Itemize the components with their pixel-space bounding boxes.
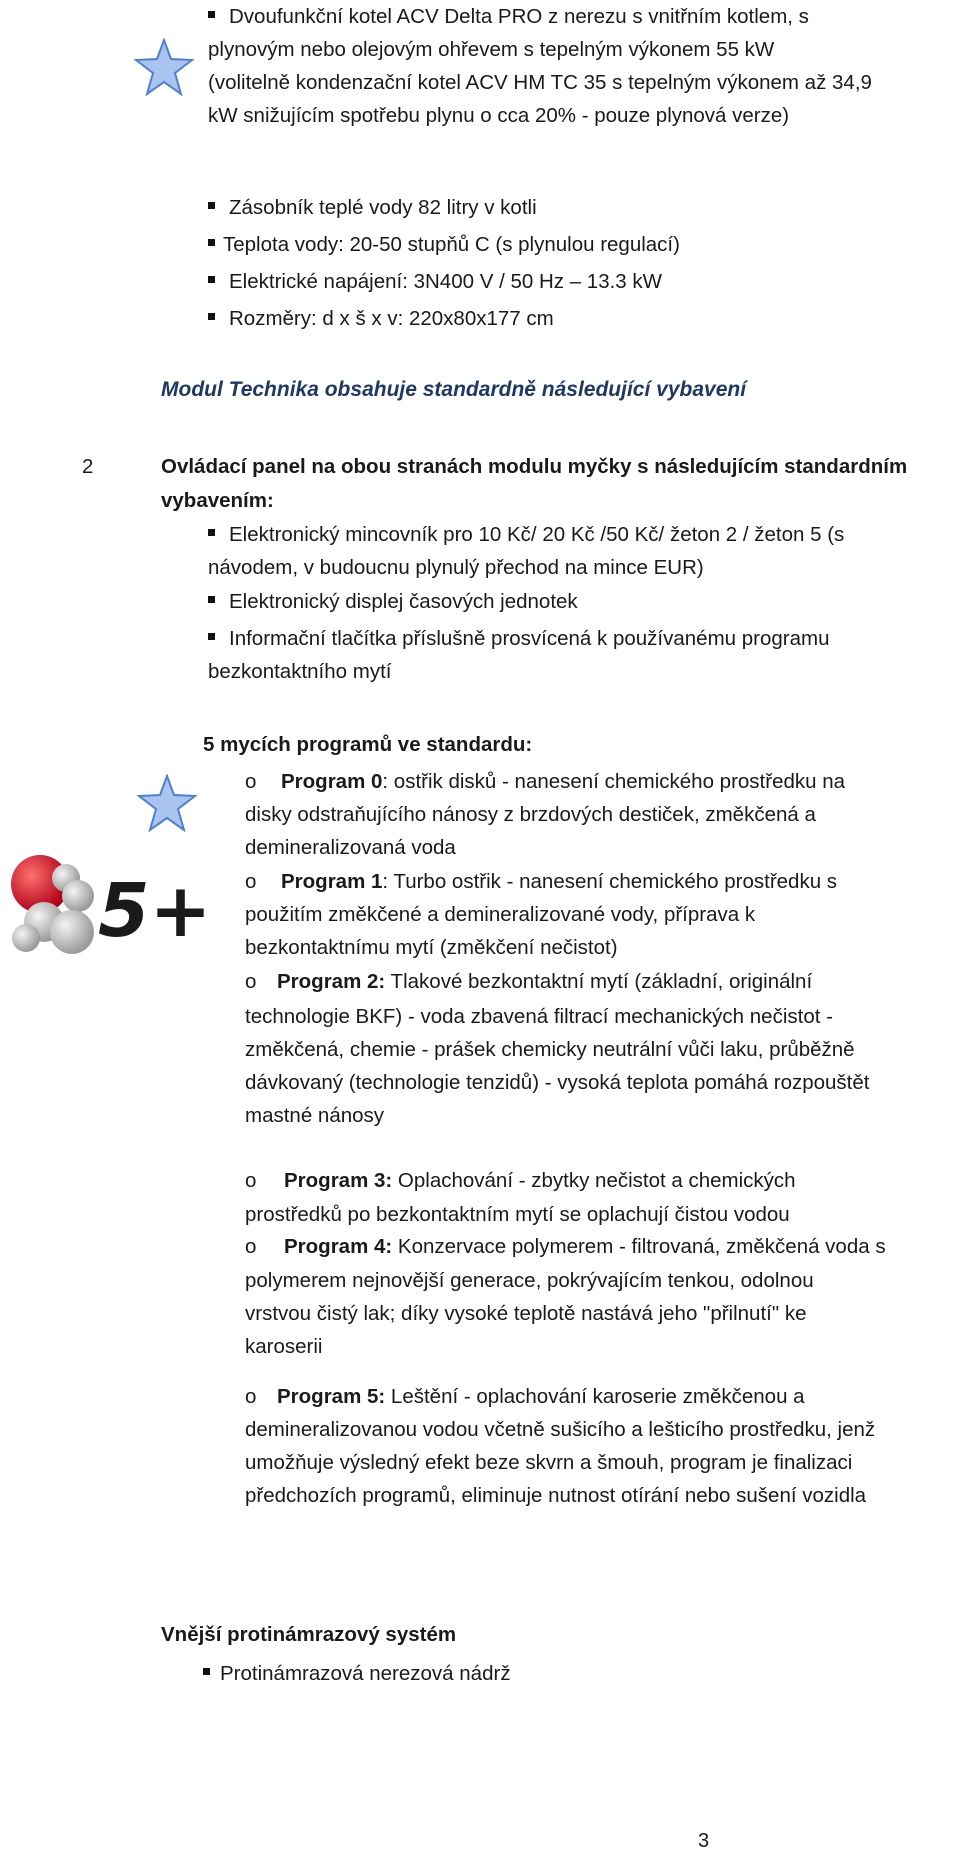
o-bullet: o (245, 1169, 257, 1192)
program-2-line: dávkovaný (technologie tenzidů) - vysoká teplota pomáhá rozpouštět (245, 1071, 870, 1094)
frost-item: Protinámrazová nerezová nádrž (203, 1657, 511, 1690)
bullet-icon (208, 529, 215, 536)
panel-item-coins: Elektronický mincovník pro 10 Kč/ 20 Kč /50 Kč/ žeton 2 / žeton 5 (s (208, 518, 844, 551)
program-2-line: mastné nánosy (245, 1104, 385, 1127)
logo-text: 5+ (98, 868, 212, 954)
program-1-line: použitím změkčené a demineralizované vody, příprava k (245, 903, 756, 926)
program-4: o Program 4: Konzervace polymerem - filtrovaná, změkčená voda s (245, 1230, 886, 1263)
boiler-line-1: Dvoufunkční kotel ACV Delta PRO z nerezu s vnitřním kotlem, s (208, 0, 809, 33)
bullet-icon (208, 202, 215, 209)
spec-item: Elektrické napájení: 3N400 V / 50 Hz – 13.3 kW (208, 265, 662, 298)
program-4-line: vrstvou čistý lak; díky vysoké teplotě nastává jeho "přilnutí" ke (245, 1302, 807, 1325)
star-icon (136, 774, 198, 832)
program-4-line: polymerem nejnovější generace, pokrývajícím tenkou, odolnou (245, 1269, 814, 1292)
panel-item-buttons-cont: bezkontaktního mytí (208, 660, 392, 683)
bullet-icon (203, 1668, 210, 1675)
program-5-line: demineralizovanou vodou včetně sušicího a lešticího prostředku, jenž (245, 1418, 876, 1441)
bullet-icon (208, 276, 215, 283)
program-5-line: předchozích programů, eliminuje nutnost otírání nebo sušení vozidla (245, 1484, 867, 1507)
program-1-line: bezkontaktnímu mytí (změkčení nečistot) (245, 936, 618, 959)
frost-heading: Vnější protinámrazový systém (161, 1623, 457, 1646)
program-0: o Program 0: ostřik disků - nanesení chemického prostředku na (245, 765, 845, 798)
boiler-line-2: plynovým nebo olejovým ohřevem s tepelným výkonem 55 kW (208, 38, 775, 61)
panel-item-display: Elektronický displej časových jednotek (208, 585, 578, 618)
spec-item: Rozměry: d x š x v: 220x80x177 cm (208, 302, 554, 335)
section-title-line-2: vybavením: (161, 489, 274, 512)
program-3-line: prostředků po bezkontaktním mytí se oplachují čistou vodou (245, 1203, 790, 1226)
panel-item-coins-cont: návodem, v budoucnu plynulý přechod na mince EUR) (208, 556, 704, 579)
spec-item: Teplota vody: 20-50 stupňů C (s plynulou regulací) (208, 228, 680, 261)
program-5-line: umožňuje výsledný efekt beze skvrn a šmouh, program je finalizaci (245, 1451, 853, 1474)
star-icon (134, 38, 194, 96)
bullet-icon (208, 239, 215, 246)
panel-item-buttons: Informační tlačítka příslušně prosvícená k používanému programu (208, 622, 830, 655)
program-0-line: disky odstraňujícího nánosy z brzdových destiček, změkčená a (245, 803, 816, 826)
boiler-line-3: (volitelně kondenzační kotel ACV HM TC 35 s tepelným výkonem až 34,9 (208, 71, 872, 94)
spec-item: Zásobník teplé vody 82 litry v kotli (208, 191, 537, 224)
program-2-line: technologie BKF) - voda zbavená filtrací mechanických nečistot - (245, 1005, 833, 1028)
bullet-icon (208, 313, 215, 320)
program-2: o Program 2: Tlakové bezkontaktní mytí (základní, originální (245, 965, 812, 998)
program-5: o Program 5: Leštění - oplachování karoserie změkčenou a (245, 1380, 805, 1413)
module-heading: Modul Technika obsahuje standardně následující vybavení (161, 378, 747, 401)
program-0-line: demineralizovaná voda (245, 836, 456, 859)
programs-heading: 5 mycích programů ve standardu: (203, 733, 533, 756)
bullet-icon (208, 11, 215, 18)
program-4-line: karoserii (245, 1335, 323, 1358)
five-plus-logo (6, 850, 220, 962)
bullet-icon (208, 633, 215, 640)
o-bullet: o (245, 1385, 257, 1408)
section-number: 2 (82, 455, 94, 478)
o-bullet: o (245, 870, 257, 893)
program-3: o Program 3: Oplachování - zbytky nečistot a chemických (245, 1164, 796, 1197)
program-2-line: změkčená, chemie - prášek chemicky neutrální vůči laku, průběžně (245, 1038, 855, 1061)
bullet-icon (208, 596, 215, 603)
o-bullet: o (245, 1235, 257, 1258)
program-1: o Program 1: Turbo ostřik - nanesení chemického prostředku s (245, 865, 837, 898)
page-number: 3 (698, 1830, 710, 1852)
boiler-line-4: kW snižujícím spotřebu plynu o cca 20% - pouze plynová verze) (208, 104, 790, 127)
section-title-line-1: Ovládací panel na obou stranách modulu myčky s následujícím standardním (161, 455, 908, 478)
o-bullet: o (245, 770, 257, 793)
o-bullet: o (245, 970, 257, 993)
